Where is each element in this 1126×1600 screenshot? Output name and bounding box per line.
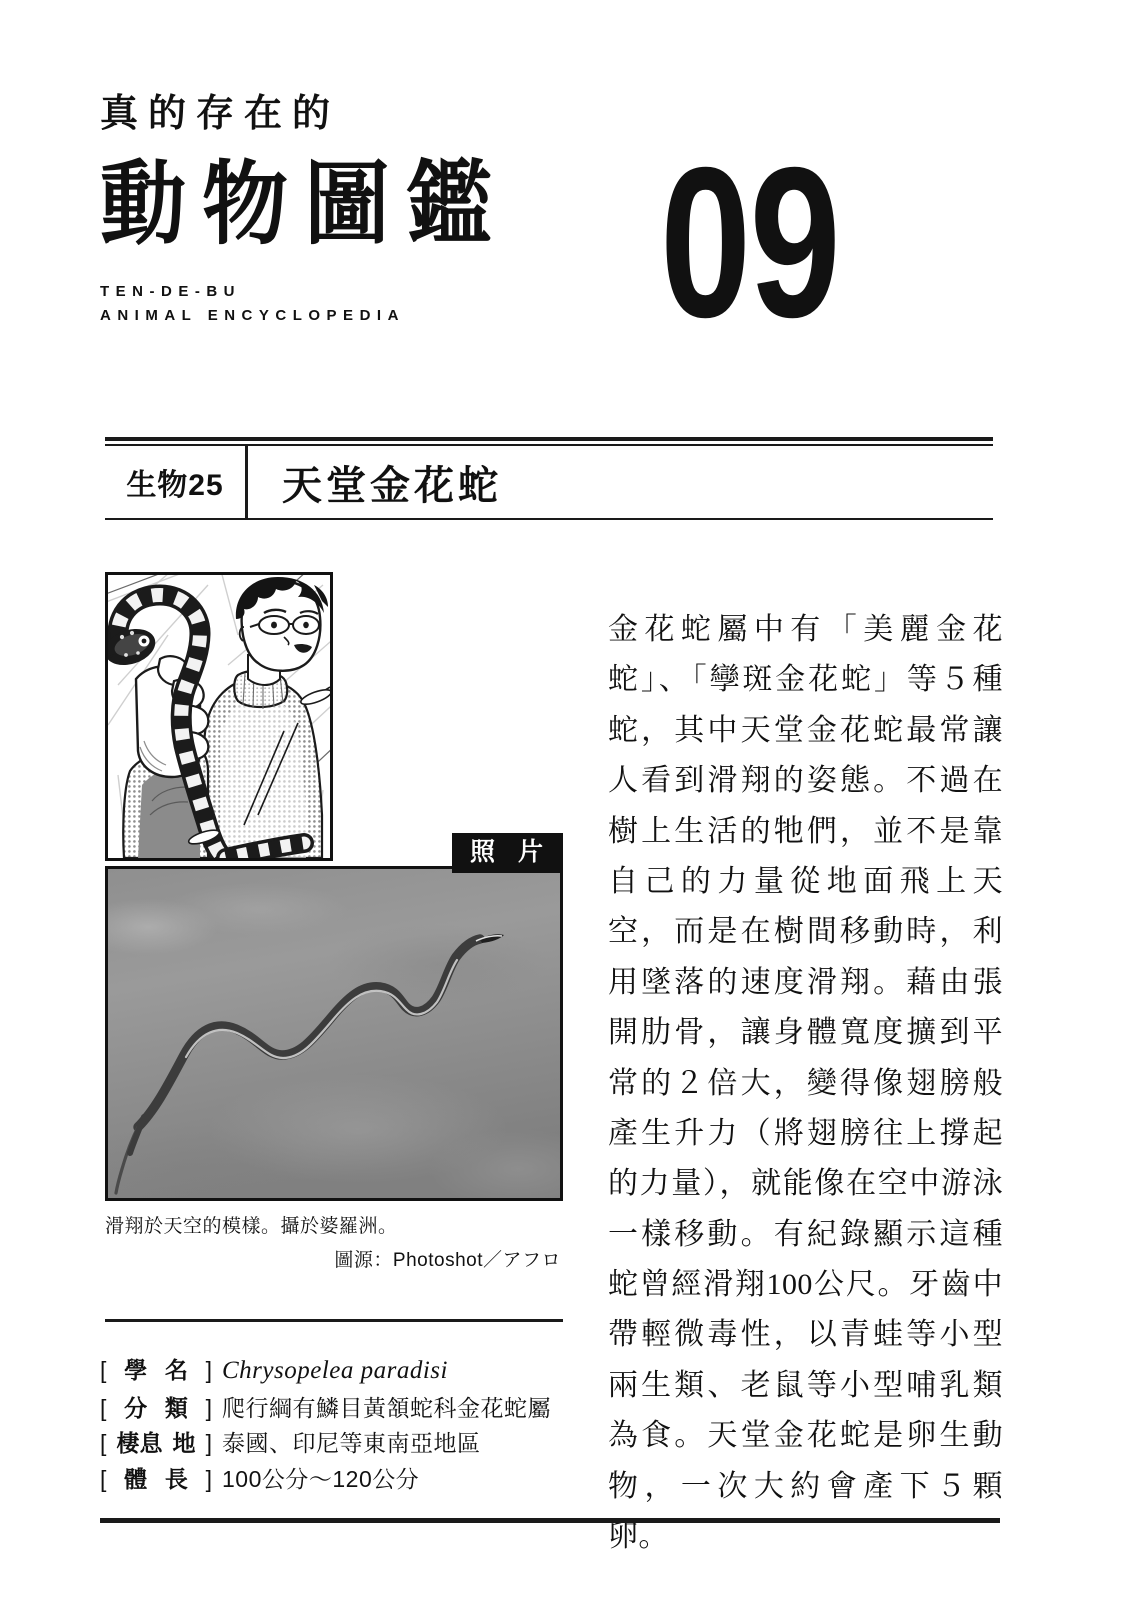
spec-row <box>100 1426 620 1462</box>
photo-frame <box>105 866 563 1201</box>
bracket-open: [ <box>100 1466 107 1493</box>
spec-list <box>100 1352 620 1498</box>
spec-value-habitat: 泰國、印尼等東南亞地區 <box>222 1430 481 1457</box>
masthead-subtitle-en: ANIMAL ENCYCLOPEDIA <box>100 307 405 325</box>
spec-value-scientific-name: Chrysopelea paradisi <box>222 1357 448 1384</box>
spec-row <box>100 1462 620 1498</box>
section-bottom-rule <box>105 518 993 520</box>
entry-label: 生物25 <box>126 469 224 502</box>
manga-illustration-svg <box>108 575 330 858</box>
bracket-open: [ <box>100 1430 107 1457</box>
spec-key-a: 棲息 <box>116 1430 163 1457</box>
spec-key <box>100 1462 212 1498</box>
gliding-snake-photo-svg <box>108 869 560 1198</box>
right-column <box>608 575 1003 1592</box>
bracket-close: ] <box>205 1466 212 1493</box>
section-header-body <box>105 446 993 518</box>
masthead-kicker: 真的存在的 <box>100 93 341 135</box>
spec-key <box>100 1391 212 1427</box>
masthead-romaji: TEN-DE-BU <box>100 282 241 300</box>
manga-illustration-panel <box>105 572 333 861</box>
bracket-open: [ <box>100 1357 107 1383</box>
photo-caption: 滑翔於天空的模樣。攝於婆羅洲。 <box>105 1216 398 1237</box>
spec-key <box>100 1353 212 1389</box>
photo-badge: 照 片 <box>452 833 563 873</box>
left-column <box>105 572 563 1272</box>
spec-value-body-length: 100公分～120公分 <box>222 1466 420 1493</box>
spec-top-rule <box>105 1319 563 1322</box>
bracket-close: ] <box>205 1394 212 1421</box>
page-bottom-rule <box>100 1518 1000 1523</box>
spec-value-classification: 爬行綱有鱗目黃頷蛇科金花蛇屬 <box>222 1394 551 1421</box>
spec-key <box>100 1426 212 1462</box>
section-top-rule <box>105 437 993 446</box>
masthead-romaji-block <box>100 280 1000 330</box>
photo-credit: 圖源：Photoshot／アフロ <box>334 1249 561 1271</box>
spec-key-a: 體 <box>124 1466 148 1493</box>
spec-key-b: 地 <box>172 1430 196 1457</box>
chapter-number: 09 <box>660 123 840 363</box>
spec-key-b: 長 <box>164 1466 188 1493</box>
spec-key-a: 學 <box>124 1357 148 1383</box>
masthead-title: 動物圖鑑 <box>100 153 508 256</box>
spec-row <box>100 1352 620 1391</box>
spec-key-b: 名 <box>164 1357 188 1383</box>
article-body: 金花蛇屬中有「美麗金花蛇」、「孿斑金花蛇」等５種蛇，其中天堂金花蛇最常讓人看到滑翔的姿態。不過在樹上生活的牠們，並不是靠自己的力量從地面飛上天空，而是在樹間移動時，利用墜落的速度滑翔。藉由張開肋骨，讓身體寬度擴到平常的２倍大，變得像翅膀般產生升力（將翅膀往上撐起的力量），就能像在空中游泳一樣移動。有紀錄顯示這種蛇曾經滑翔100公尺。牙齒中帶輕微毒性，以青蛙等小型兩生類、老鼠等小型哺乳類為食。天堂金花蛇是卵生動物，一次大約會產下５顆卵。 <box>608 613 1003 1554</box>
entry-name: 天堂金花蛇 <box>282 463 502 508</box>
bracket-close: ] <box>205 1430 212 1457</box>
masthead <box>100 95 1000 365</box>
bracket-open: [ <box>100 1394 107 1421</box>
spec-key-b: 類 <box>164 1394 188 1421</box>
section-header <box>105 437 993 520</box>
photo-block <box>105 838 563 1201</box>
spec-row <box>100 1391 620 1427</box>
spec-key-a: 分 <box>124 1394 148 1421</box>
bracket-close: ] <box>205 1357 212 1383</box>
